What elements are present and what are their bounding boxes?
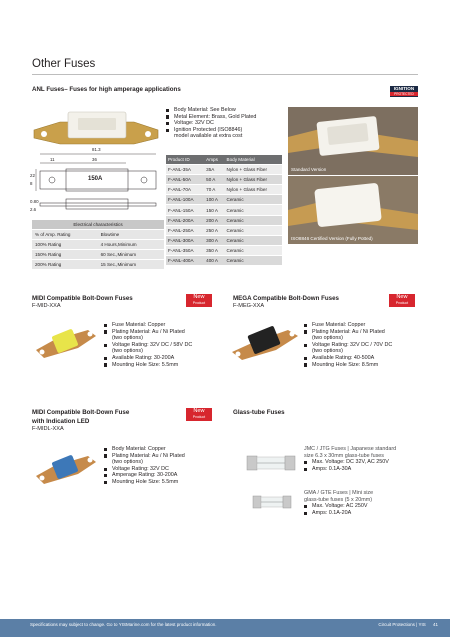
new-product-badge bbox=[389, 294, 415, 307]
gma-glass-fuse-image bbox=[252, 492, 292, 512]
mega-bullets bbox=[304, 322, 424, 368]
table-cell: Ceramic bbox=[225, 225, 282, 235]
midi-led-fuse-image bbox=[32, 446, 100, 490]
list-item: Plating Material: Au / Ni Plated bbox=[304, 329, 424, 336]
table-cell: F-ANL-250A bbox=[166, 225, 204, 235]
midi-bullets bbox=[104, 322, 224, 368]
list-item-cont: (two options) bbox=[112, 335, 143, 342]
table-cell: F-ANL-400A bbox=[166, 255, 204, 265]
elec-cell: 4 Hours,Minimum bbox=[98, 240, 164, 250]
list-item: Body Material: Copper bbox=[104, 446, 224, 453]
table-cell: 350 A bbox=[204, 245, 224, 255]
electrical-characteristics-table bbox=[32, 220, 164, 270]
anl-bullets bbox=[166, 107, 296, 140]
list-item: Plating Material: Au / Ni Plated bbox=[104, 453, 224, 460]
list-item: Fuse Material: Copper bbox=[304, 322, 424, 329]
table-header: Amps bbox=[204, 155, 224, 165]
standard-version-photo bbox=[288, 107, 418, 175]
jmc-glass-fuse-image bbox=[246, 452, 296, 474]
table-cell: 400 A bbox=[204, 255, 224, 265]
list-item: Mounting Hole Size: 8.5mm bbox=[304, 362, 424, 369]
elec-cell: 100% Rating bbox=[32, 240, 98, 250]
table-row bbox=[166, 205, 282, 215]
table-cell: F-ANL-35A bbox=[166, 165, 204, 175]
list-item: Voltage Rating: 32V DC bbox=[104, 466, 224, 473]
list-item: Amps: 0.1A-20A bbox=[304, 510, 430, 517]
photo-caption: Standard Version bbox=[291, 167, 327, 172]
dim-t2: 2.6 bbox=[30, 207, 37, 212]
list-item: Max. Voltage: AC 250V bbox=[304, 503, 430, 510]
list-item: Voltage: 32V DC bbox=[166, 120, 296, 127]
list-item: Mounting Hole Size: 5.5mm bbox=[104, 362, 224, 369]
elec-cell: Blowtime bbox=[98, 230, 164, 240]
elec-cell: 200% Rating bbox=[32, 260, 98, 270]
anl-heading: ANL Fuses– Fuses for high amperage applications bbox=[32, 86, 181, 93]
list-item-cont: model available at extra cost bbox=[174, 133, 243, 140]
anl-product-table bbox=[166, 155, 282, 266]
table-cell: Nylon + Glass Fiber bbox=[225, 175, 282, 185]
elec-cell: 15 Sec.,Minimum bbox=[98, 260, 164, 270]
list-item: Mounting Hole Size: 5.5mm bbox=[104, 479, 224, 486]
jmc-intro-line1: JMC / JTG Fuses | Japanese standard bbox=[304, 446, 397, 452]
table-cell: 35A bbox=[204, 165, 224, 175]
list-item: Available Rating: 30-200A bbox=[104, 355, 224, 362]
table-header: Product ID bbox=[166, 155, 204, 165]
footer-brand: YIS bbox=[418, 622, 426, 627]
footer-section: Circuit Protections bbox=[378, 622, 415, 627]
table-cell: 70 A bbox=[204, 185, 224, 195]
elec-cell: % of Amp. Rating bbox=[32, 230, 98, 240]
list-item: Ignition Protected (ISO8846) bbox=[166, 127, 296, 134]
list-item: Metal Element: Brass, Gold Plated bbox=[166, 114, 296, 121]
badge-line2: PROTECTED bbox=[390, 92, 418, 96]
mega-fuse-image bbox=[230, 320, 300, 364]
table-cell: Nylon + Glass Fiber bbox=[225, 165, 282, 175]
dim-left: 11 bbox=[50, 157, 55, 162]
list-item: Voltage Rating: 32V DC / 58V DC bbox=[104, 342, 224, 349]
page-number: 41 bbox=[432, 622, 438, 627]
table-cell: Ceramic bbox=[225, 235, 282, 245]
table-cell: F-ANL-200A bbox=[166, 215, 204, 225]
table-row bbox=[166, 245, 282, 255]
table-row bbox=[166, 255, 282, 265]
new-label: New bbox=[396, 294, 408, 300]
table-cell: 100 A bbox=[204, 195, 224, 205]
midi-led-bullets bbox=[104, 446, 224, 486]
table-row bbox=[166, 165, 282, 175]
photo-caption: ISO8846 Certified Version (Fully Potted) bbox=[291, 236, 373, 241]
table-cell: F-ANL-150A bbox=[166, 205, 204, 215]
dim-total: 81.3 bbox=[92, 147, 101, 152]
table-cell: Nylon + Glass Fiber bbox=[225, 185, 282, 195]
dim-t1: 0.80 bbox=[30, 199, 39, 204]
new-label: New bbox=[193, 294, 205, 300]
glass-heading: Glass-tube Fuses bbox=[233, 409, 285, 416]
table-cell: F-ANL-300A bbox=[166, 235, 204, 245]
anl-dimension-drawing bbox=[30, 145, 162, 221]
ignition-protected-badge bbox=[390, 86, 418, 97]
list-item: Amps: 0.1A-30A bbox=[304, 466, 430, 473]
table-cell: Ceramic bbox=[225, 215, 282, 225]
new-product-badge bbox=[186, 408, 212, 421]
product-label: Product bbox=[395, 301, 409, 305]
elec-cell: 150% Rating bbox=[32, 250, 98, 260]
new-product-badge bbox=[186, 294, 212, 307]
table-header: Body Material bbox=[225, 155, 282, 165]
midi-heading: MIDI Compatible Bolt-Down Fuses bbox=[32, 295, 133, 302]
mega-heading: MEGA Compatible Bolt-Down Fuses bbox=[233, 295, 339, 302]
new-label: New bbox=[193, 408, 205, 414]
table-row bbox=[166, 235, 282, 245]
list-item: Plating Material: Au / Ni Plated bbox=[104, 329, 224, 336]
elec-title: Electrical characteristics bbox=[32, 220, 164, 230]
product-label: Product bbox=[192, 415, 206, 419]
gma-intro-line2: glass-tube fuses (5 x 20mm) bbox=[304, 496, 373, 503]
table-cell: F-ANL-350A bbox=[166, 245, 204, 255]
title-divider bbox=[32, 74, 418, 75]
list-item-cont: (two options) bbox=[312, 335, 343, 342]
list-item: Voltage Rating: 32V DC / 70V DC bbox=[304, 342, 424, 349]
table-cell: 150 A bbox=[204, 205, 224, 215]
badge-line1: IGNITION bbox=[393, 86, 415, 91]
table-cell: Ceramic bbox=[225, 245, 282, 255]
gma-intro-line1: GMA / GTE Fuses | Mini size bbox=[304, 490, 374, 496]
table-cell: 50 A bbox=[204, 175, 224, 185]
list-item-cont: (two options) bbox=[112, 459, 143, 466]
dim-h2: 8 bbox=[30, 181, 33, 186]
table-cell: F-ANL-50A bbox=[166, 175, 204, 185]
list-item-cont: (two options) bbox=[312, 348, 343, 355]
mega-code: F-MEG-XXA bbox=[233, 303, 265, 309]
dim-h1: 22 bbox=[30, 173, 35, 178]
midi-code: F-MID-XXA bbox=[32, 303, 61, 309]
midi-led-heading-line1: MIDI Compatible Bolt-Down Fuse bbox=[32, 409, 130, 416]
iso8846-version-photo bbox=[288, 176, 418, 244]
dim-mid: 36 bbox=[92, 157, 97, 162]
table-row bbox=[166, 195, 282, 205]
table-cell: F-ANL-70A bbox=[166, 185, 204, 195]
midi-led-heading-line2: with Indication LED bbox=[32, 418, 90, 425]
table-cell: Ceramic bbox=[225, 205, 282, 215]
table-cell: 300 A bbox=[204, 235, 224, 245]
midi-fuse-image bbox=[32, 320, 100, 364]
midi-led-code: F-MIDL-XXA bbox=[32, 426, 64, 432]
page-title: Other Fuses bbox=[32, 58, 96, 70]
table-cell: F-ANL-100A bbox=[166, 195, 204, 205]
list-item: Available Rating: 40-500A bbox=[304, 355, 424, 362]
footer-right bbox=[378, 622, 438, 627]
drawing-label: 150A bbox=[88, 176, 103, 182]
list-item: Fuse Material: Copper bbox=[104, 322, 224, 329]
table-row bbox=[166, 175, 282, 185]
table-row bbox=[166, 225, 282, 235]
jmc-block bbox=[304, 446, 430, 472]
table-row bbox=[166, 215, 282, 225]
table-cell: 200 A bbox=[204, 215, 224, 225]
table-row bbox=[166, 185, 282, 195]
list-item-cont: (two options) bbox=[112, 348, 143, 355]
list-item: Amperage Rating: 30-200A bbox=[104, 472, 224, 479]
table-cell: Ceramic bbox=[225, 255, 282, 265]
gma-block bbox=[304, 490, 430, 516]
list-item: Body Material: See Below bbox=[166, 107, 296, 114]
footer-disclaimer: Specifications may subject to change. Go to YISMarine.com for the latest product information. bbox=[30, 622, 217, 627]
product-label: Product bbox=[192, 301, 206, 305]
jmc-intro-line2: size 6.3 x 30mm glass-tube fuses bbox=[304, 452, 384, 459]
footer-separator: | bbox=[416, 622, 419, 627]
table-cell: 250 A bbox=[204, 225, 224, 235]
table-cell: Ceramic bbox=[225, 195, 282, 205]
list-item: Max. Voltage: DC 32V, AC 250V bbox=[304, 459, 430, 466]
elec-cell: 60 Sec.,Minimum bbox=[98, 250, 164, 260]
